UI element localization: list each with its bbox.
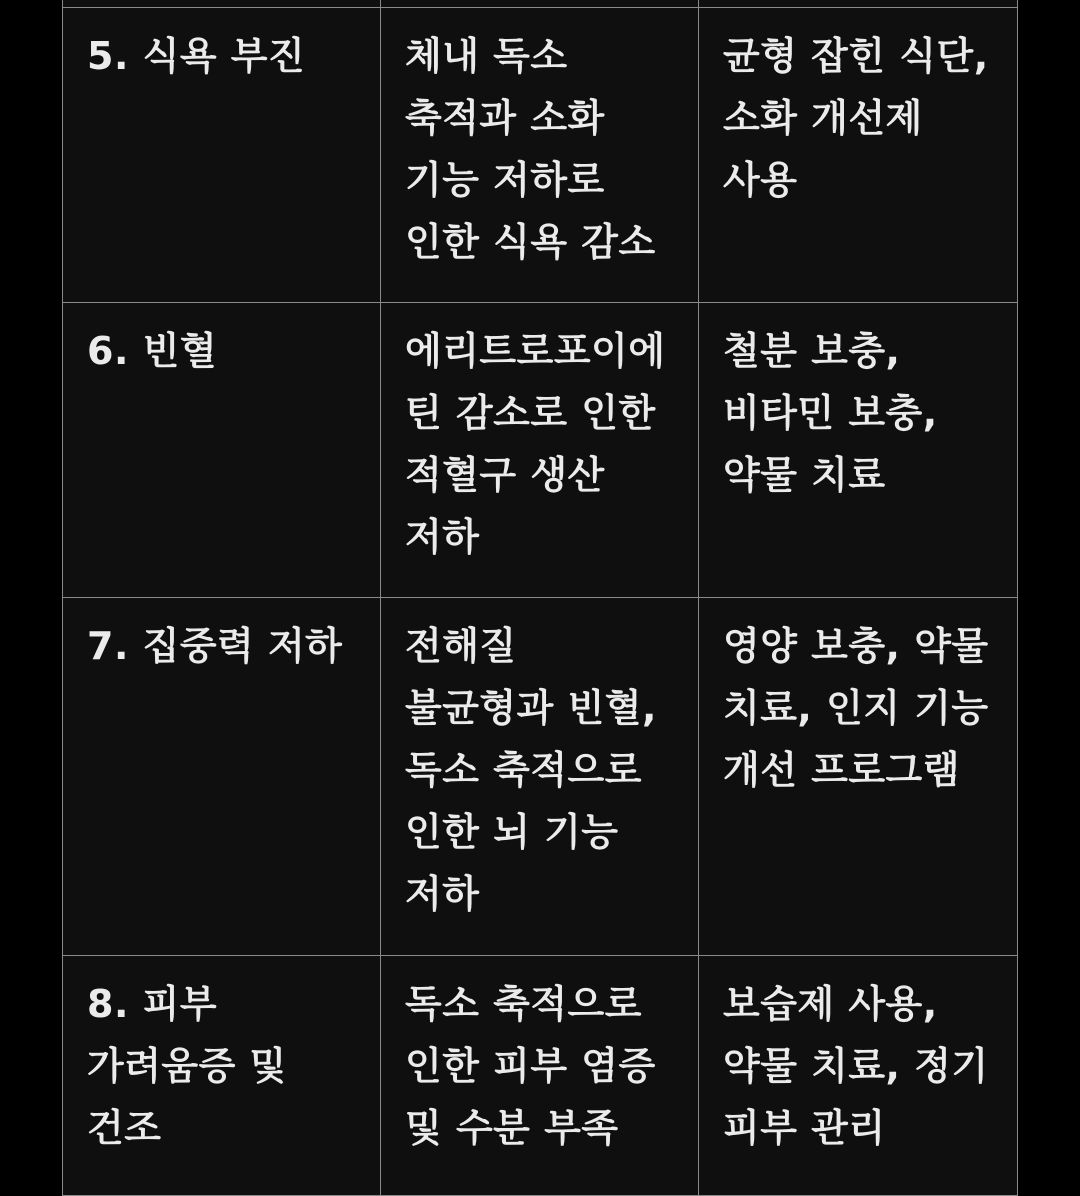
table-row (63, 303, 1018, 598)
table-row (63, 956, 1018, 1196)
cause-cell: 체내 독소 축적과 소화 기능 저하로 인한 식욕 감소 (381, 8, 699, 303)
cause-cell: 독소 축적으로 인한 피부 염증 및 수분 부족 (381, 956, 699, 1196)
table-row (63, 598, 1018, 956)
symptom-cell: 8. 피부 가려움증 및 건조 (63, 956, 381, 1196)
symptom-table (62, 0, 1018, 1196)
cause-cell: 에리트로포이에틴 감소로 인한 적혈구 생산 저하 (381, 303, 699, 598)
symptom-cell: 7. 집중력 저하 (63, 598, 381, 956)
treatment-cell: 영양 보충, 약물 치료, 인지 기능 개선 프로그램 (699, 598, 1018, 956)
table-cell-partial (381, 0, 699, 8)
treatment-cell: 균형 잡힌 식단, 소화 개선제 사용 (699, 8, 1018, 303)
table-cell-partial (699, 0, 1018, 8)
table-row (63, 8, 1018, 303)
symptom-cell: 5. 식욕 부진 (63, 8, 381, 303)
table-row-previous-partial (63, 0, 1018, 8)
treatment-cell: 보습제 사용, 약물 치료, 정기 피부 관리 (699, 956, 1018, 1196)
symptom-cell: 6. 빈혈 (63, 303, 381, 598)
symptom-table-container (62, 0, 1017, 1196)
treatment-cell: 철분 보충, 비타민 보충, 약물 치료 (699, 303, 1018, 598)
table-cell-partial (63, 0, 381, 8)
cause-cell: 전해질 불균형과 빈혈, 독소 축적으로 인한 뇌 기능 저하 (381, 598, 699, 956)
